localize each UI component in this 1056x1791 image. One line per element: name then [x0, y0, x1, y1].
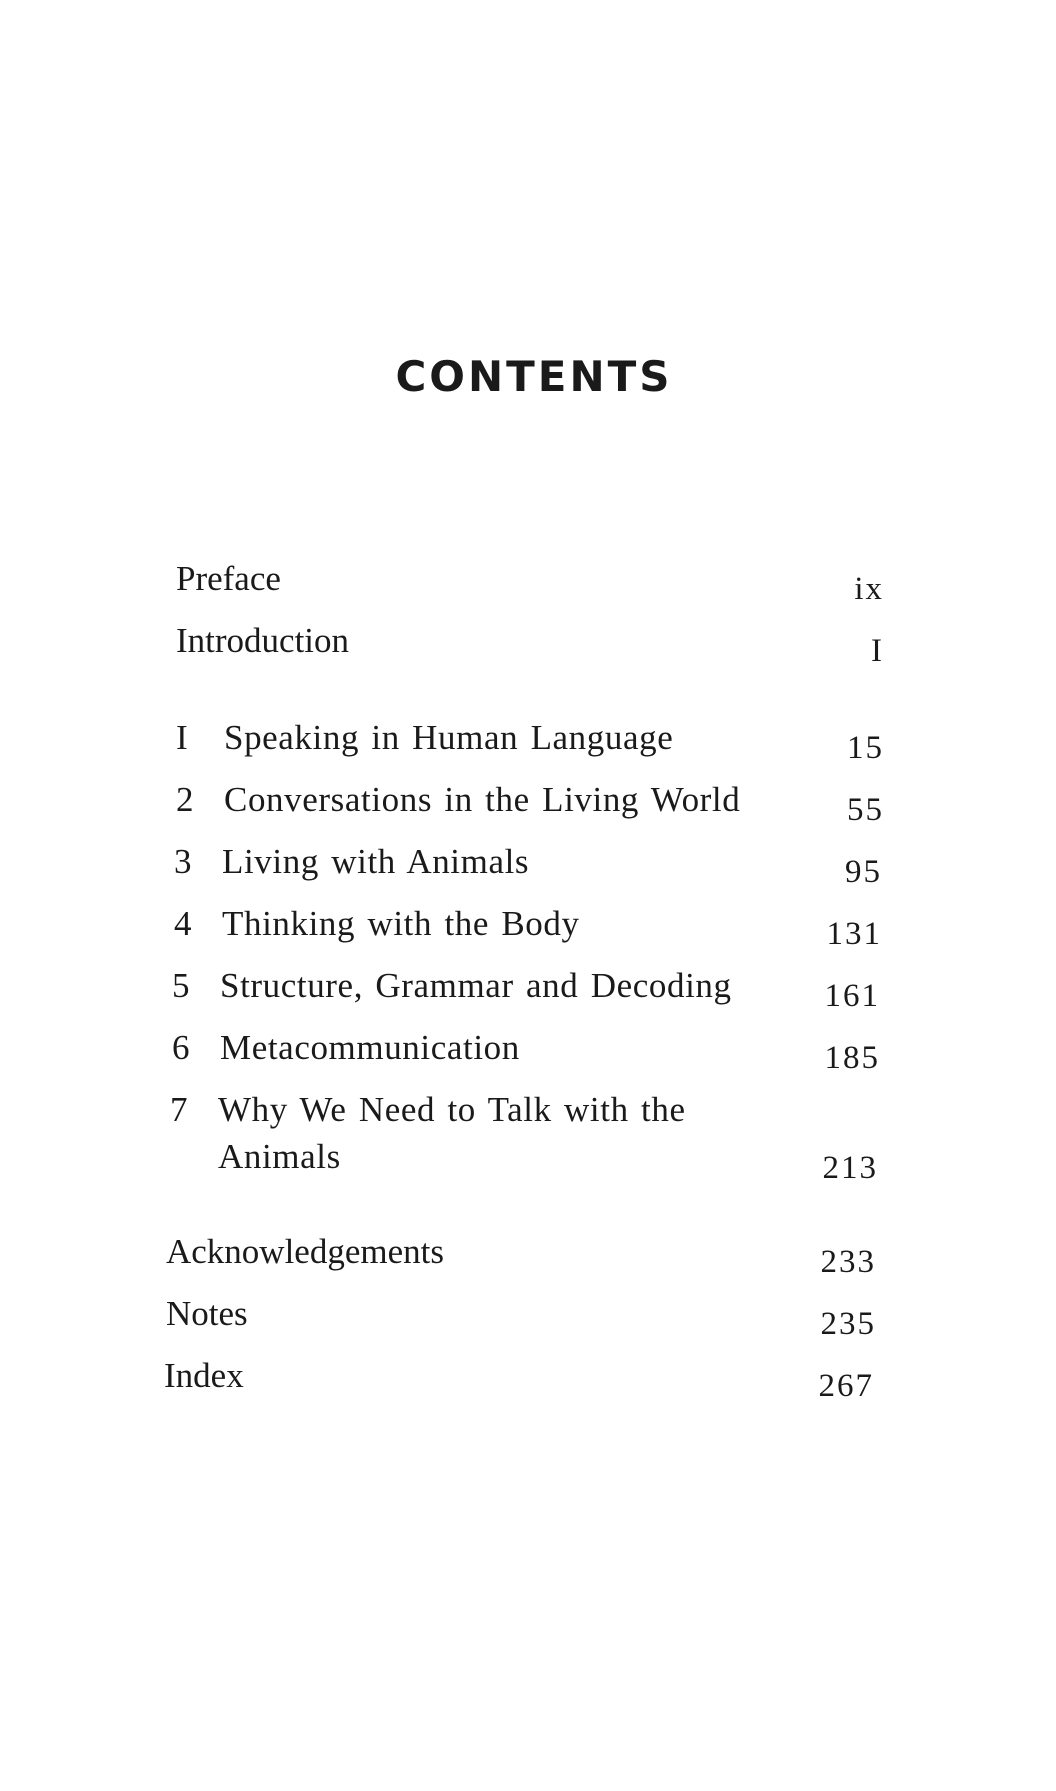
toc-chapter-1[interactable] — [176, 715, 776, 761]
toc-entry-label: Notes — [166, 1294, 248, 1333]
chapter-title: Thinking with the Body — [222, 904, 580, 943]
toc-page-number: 95 — [845, 854, 882, 890]
chapter-number: 3 — [174, 842, 192, 881]
toc-page-number: 267 — [818, 1368, 874, 1404]
chapter-title: Structure, Grammar and Decoding — [220, 966, 732, 1005]
chapter-number: 6 — [172, 1028, 190, 1067]
toc-entry-label: Preface — [176, 559, 281, 598]
toc-page-number: 213 — [822, 1150, 878, 1186]
chapter-title: Speaking in Human Language — [224, 718, 674, 757]
toc-page-number: I — [871, 633, 884, 669]
toc-chapter-5[interactable] — [172, 963, 772, 1009]
chapter-title-line-1: Why We Need to Talk with the — [218, 1090, 686, 1129]
chapter-title: Metacommunication — [220, 1028, 520, 1067]
toc-entry-label: Acknowledgements — [166, 1232, 444, 1271]
toc-page-number: 185 — [824, 1040, 880, 1076]
toc-chapter-2[interactable] — [176, 777, 776, 823]
chapter-number: I — [176, 718, 188, 757]
toc-page-number: ix — [854, 571, 884, 607]
toc-page-number: 55 — [847, 792, 884, 828]
toc-chapter-7[interactable] — [170, 1087, 770, 1187]
chapter-title: Living with Animals — [222, 842, 530, 881]
page-title: CONTENTS — [395, 352, 673, 401]
chapter-number: 2 — [176, 780, 194, 819]
toc-page-number: 161 — [824, 978, 880, 1014]
chapter-number: 4 — [174, 904, 192, 943]
chapter-number: 5 — [172, 966, 190, 1005]
toc-page-number: 233 — [820, 1244, 876, 1280]
chapter-title: Conversations in the Living World — [224, 780, 741, 819]
toc-page-number: 131 — [826, 916, 882, 952]
toc-page-number: 15 — [847, 730, 884, 766]
chapter-title-line-2: Animals — [218, 1137, 341, 1176]
chapter-number: 7 — [170, 1090, 188, 1129]
toc-chapter-3[interactable] — [174, 839, 774, 885]
toc-chapter-4[interactable] — [174, 901, 774, 947]
toc-entry-label: Index — [164, 1356, 244, 1395]
toc-chapter-6[interactable] — [172, 1025, 772, 1071]
toc-entry-label: Introduction — [176, 621, 350, 660]
toc-page-number: 235 — [820, 1306, 876, 1342]
